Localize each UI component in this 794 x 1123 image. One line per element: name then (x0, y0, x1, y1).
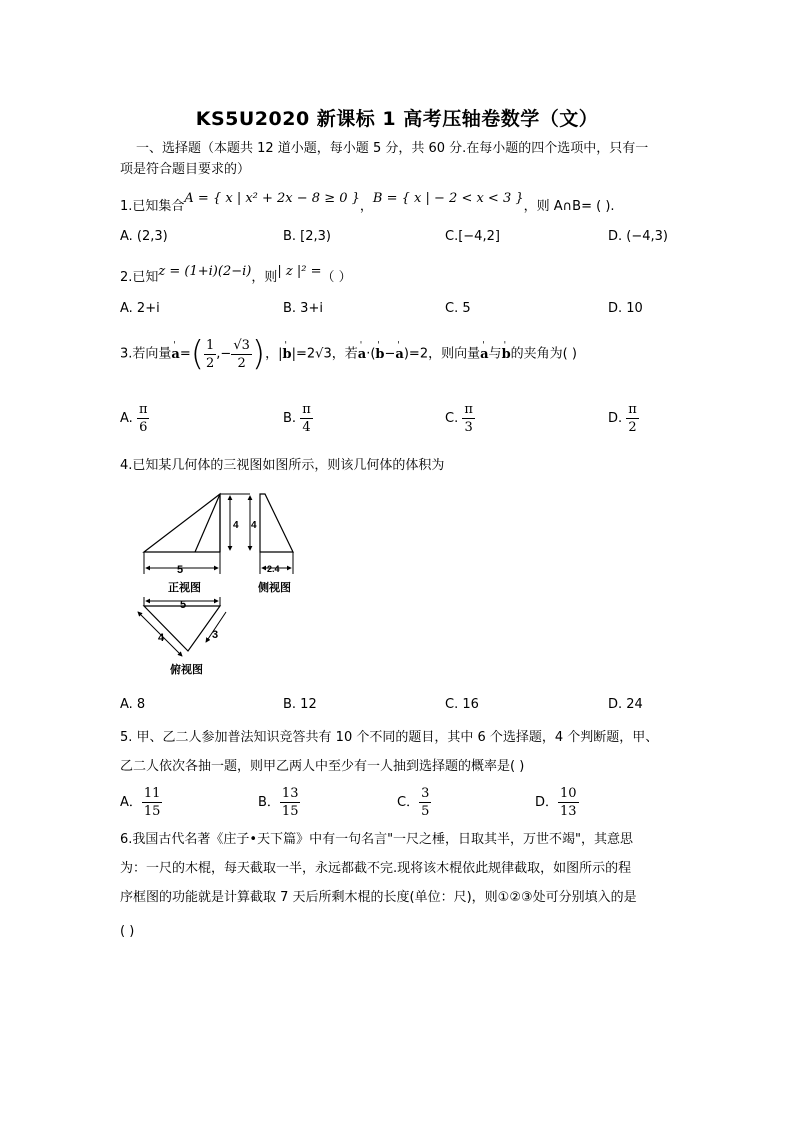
top-view (138, 597, 226, 676)
page-title: KS5U2020 新课标 1 高考压轴卷数学（文） (195, 108, 599, 130)
q2-modulus: | z |² = (277, 264, 322, 279)
q5-option-a-label: A． (120, 795, 142, 810)
q3-option-d-den: 2 (628, 420, 637, 435)
q3-option-c-den: 3 (464, 420, 473, 435)
top-view-label: 俯视图 (170, 664, 203, 676)
q5-option-b-frac (280, 785, 301, 820)
q3-option-a-frac (137, 401, 150, 436)
q4-option-b: B. 12 (283, 697, 317, 712)
q2-prefix: 2.已知 (120, 270, 159, 285)
q1-option-a: A. (2,3) (120, 229, 168, 244)
q5-option-b-den: 15 (281, 804, 299, 819)
question-6-line3: 序框图的功能就是计算截取 7 天后所剩木棍的长度(单位：尺)，则①②③处可分别填入的是 (120, 890, 637, 905)
question-3 (120, 334, 577, 375)
question-5-line1: 5. 甲、乙二人参加普法知识竞答共有 10 个不同的题目，其中 6 个选择题，4 个判断题，甲、 (120, 730, 659, 745)
q1-sep: ， (359, 199, 373, 214)
q3-with: 与 (488, 346, 502, 362)
q1-set-b: B = { x | − 2 < x < 3 } (372, 191, 524, 206)
q3-vector-a: ' a (171, 335, 179, 375)
q5-option-b-num: 13 (281, 786, 299, 801)
question-6-line4: ( ) (120, 924, 135, 939)
q5-option-a-frac (142, 785, 163, 820)
q2-mid: ，则 (251, 270, 278, 285)
q4-option-c: C. 16 (445, 697, 479, 712)
q3-vector-b: ' b (283, 335, 292, 375)
q3-option-b-den: 4 (302, 420, 311, 435)
q4-option-a: A. 8 (120, 697, 146, 712)
q5-option-d-frac (558, 785, 579, 820)
q3-vector-b-2: ' b (375, 335, 384, 375)
q4-option-d: D. 24 (608, 697, 643, 712)
question-1 (120, 191, 615, 218)
question-5-line2: 乙二人依次各抽一题，则甲乙两人中至少有一人抽到选择题的概率是( ) (120, 759, 525, 774)
q5-option-a-num: 11 (143, 786, 161, 801)
question-4: 4.已知某几何体的三视图如图所示，则该几何体的体积为 (120, 458, 445, 473)
dim-5-front: 5 (177, 564, 184, 576)
q5-option-b-label: B． (258, 795, 280, 810)
q3-close: )=2，则向量 (403, 346, 481, 362)
q5-option-c (397, 785, 431, 820)
question-2 (120, 264, 352, 289)
q3-paren-close-icon: ) (251, 334, 266, 374)
q3-option-a-den: 6 (139, 420, 148, 435)
q3-option-b-frac (300, 401, 313, 436)
q1-set-a: A = { x | x² + 2x − 8 ≥ 0 } (184, 191, 360, 206)
q3-option-a-num: π (138, 402, 148, 417)
q3-option-d (608, 401, 639, 436)
dim-2-4: 2.4 (267, 564, 280, 574)
section-instructions-line1: 一、选择题（本题共 12 道小题，每小题 5 分，共 60 分.在每小题的四个选项中，只有一 (136, 141, 649, 156)
q5-option-b (258, 785, 300, 820)
q2-suffix: （ ） (321, 270, 352, 285)
q1-option-d: D. (−4,3) (608, 229, 668, 244)
front-view-label: 正视图 (168, 582, 201, 594)
q3-option-a-label: A. (120, 411, 133, 426)
q3-option-d-label: D. (608, 411, 623, 426)
question-6-line2: 为：一尺的木棍，每天截取一半，永远都截不完.现将该木棍依此规律截取，如图所示的程 (120, 861, 632, 876)
dim-4-b: 4 (251, 520, 257, 531)
q5-option-c-frac (419, 785, 431, 820)
q5-option-c-label: C． (397, 795, 420, 810)
q2-option-b: B. 3+i (283, 301, 323, 316)
q1-suffix: ，则 A∩B= ( ). (523, 199, 615, 214)
q3-option-c (445, 401, 475, 436)
q2-option-d: D. 10 (608, 301, 643, 316)
q5-option-a-den: 15 (143, 804, 161, 819)
q3-frac1-num: 1 (206, 337, 215, 353)
q3-vector-a-4: ' a (480, 335, 488, 375)
q3-vector-a-2: ' a (358, 335, 366, 375)
q3-frac1-den: 2 (206, 355, 215, 371)
q3-vector-a-3: ' a (395, 335, 403, 375)
q3-tail: 的夹角为( ) (510, 346, 577, 362)
q3-frac1 (204, 337, 216, 372)
q3-option-a (120, 401, 149, 436)
q5-option-a (120, 785, 162, 820)
q3-b-val: |=2√3 (291, 346, 332, 362)
front-view (144, 494, 257, 594)
dim-5-top: 5 (180, 599, 187, 611)
q2-expr: z = (1+i)(2−i) (158, 264, 252, 279)
q3-option-b-label: B. (283, 411, 297, 426)
q3-b-part: ，| (265, 346, 283, 362)
q1-option-b: B. [2,3) (283, 229, 332, 244)
q3-frac2 (231, 337, 252, 372)
question-6-line1: 6.我国古代名著《庄子•天下篇》中有一句名言"一尺之棰，日取其半，万世不竭"，其意思 (120, 832, 634, 847)
q3-frac2-num: √3 (233, 337, 250, 353)
q3-comma: ,− (216, 346, 232, 362)
q3-option-c-num: π (464, 402, 473, 417)
q5-option-d (535, 785, 579, 820)
dim-4-top: 4 (158, 632, 165, 644)
section-instructions-line2: 项是符合题目要求的） (120, 162, 251, 177)
q3-option-c-label: C. (445, 411, 459, 426)
q3-dot: ·( (366, 346, 376, 362)
side-view-label: 侧视图 (258, 582, 291, 594)
q5-option-d-den: 13 (560, 804, 577, 819)
q3-option-d-frac (626, 401, 639, 436)
three-view-figure (130, 488, 310, 688)
q3-if-text: ，若 (331, 346, 358, 362)
q5-option-d-num: 10 (560, 786, 577, 801)
q1-prefix: 1.已知集合 (120, 199, 185, 214)
q3-eq: = (179, 346, 191, 362)
q3-prefix: 3.若向量 (120, 346, 172, 362)
q3-option-b (283, 401, 313, 436)
q1-option-c: C.[−4,2] (445, 229, 500, 244)
q3-option-d-num: π (628, 402, 637, 417)
q2-option-c: C. 5 (445, 301, 471, 316)
q3-paren-open-icon: ( (190, 334, 205, 374)
q5-option-c-num: 3 (421, 786, 430, 801)
q3-frac2-den: 2 (237, 355, 246, 371)
q3-vector-b-3: ' b (502, 335, 511, 375)
q5-option-c-den: 5 (421, 804, 430, 819)
side-view (257, 494, 293, 594)
q3-option-b-num: π (302, 402, 311, 417)
dim-4-a: 4 (233, 520, 239, 531)
q3-minus: − (384, 346, 396, 362)
q2-option-a: A. 2+i (120, 301, 160, 316)
q5-option-d-label: D． (535, 795, 559, 810)
q3-option-c-frac (462, 401, 475, 436)
dim-3-top: 3 (212, 629, 219, 641)
